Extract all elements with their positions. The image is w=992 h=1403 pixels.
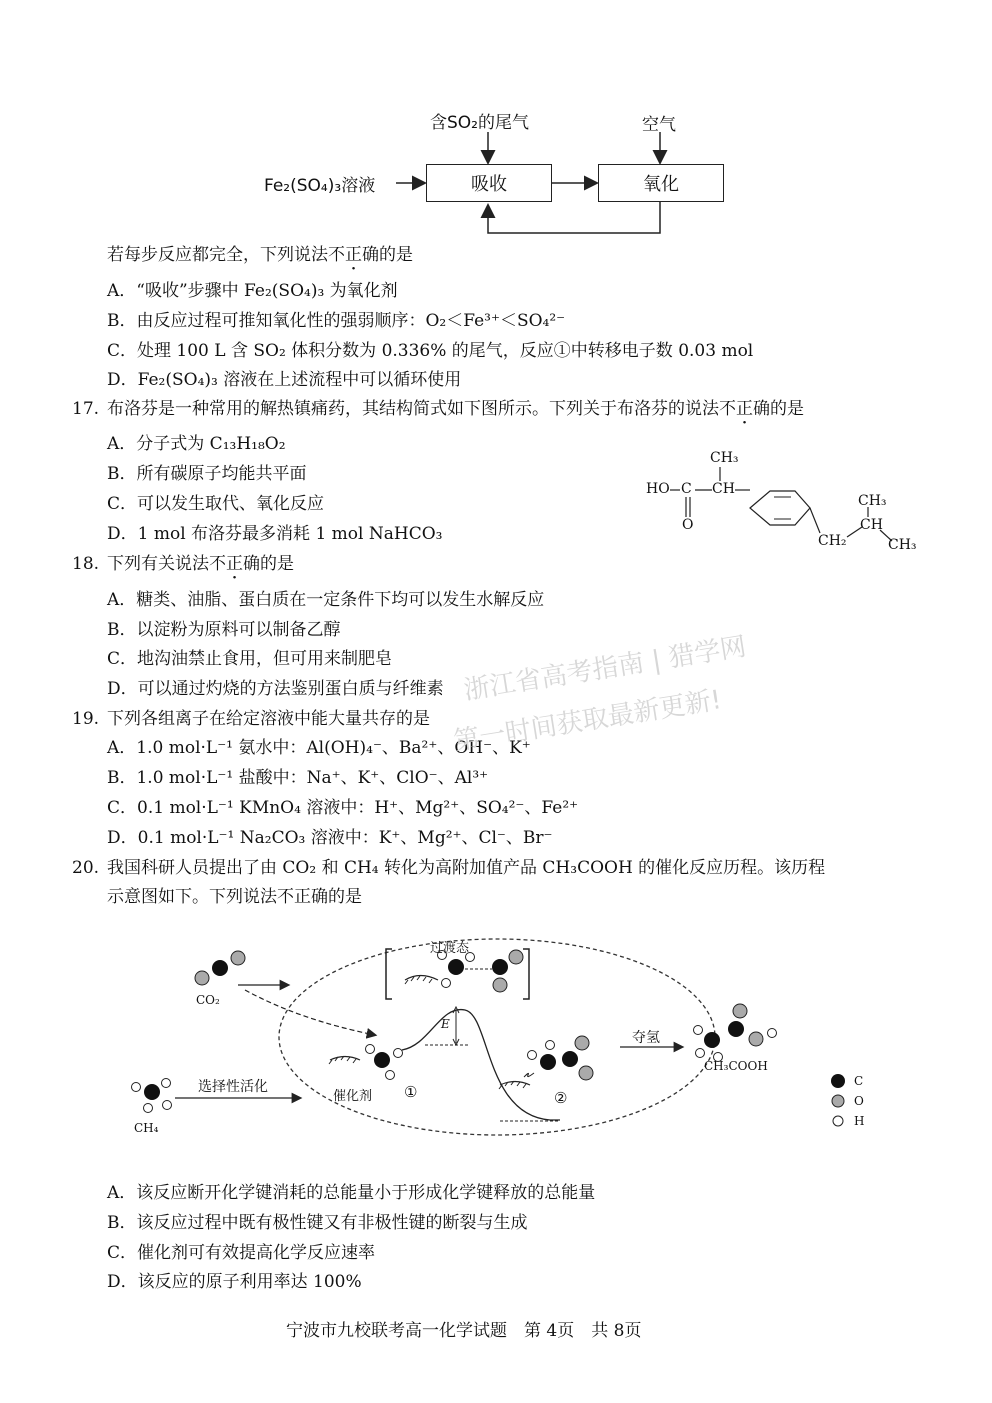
q16-stem-post: 的是 — [379, 245, 413, 265]
q17-option-b: B．所有碳原子均能共平面 — [107, 464, 307, 484]
q20-stem-line2: 示意图如下。下列说法不正确的是 — [107, 887, 362, 907]
flow-diagram — [258, 100, 738, 240]
q20-option-a: A．该反应断开化学键消耗的总能量小于形成化学键释放的总能量 — [107, 1183, 596, 1203]
q16-option-b: B．由反应过程可推知氧化性的强弱顺序：O₂＜Fe³⁺＜SO₄²⁻ — [107, 311, 566, 331]
activation-label: 选择性活化 — [198, 1079, 268, 1095]
q18-stem — [107, 553, 294, 575]
q16-stem — [107, 244, 413, 266]
dehydrogenation-label: 夺氢 — [632, 1030, 660, 1046]
catalyst-label: 催化剂 — [333, 1089, 373, 1104]
ibuprofen-ho: HO — [646, 481, 670, 497]
step2-label: ② — [554, 1089, 568, 1107]
q18-number: 18. — [72, 554, 100, 574]
ibuprofen-ch-iso: CH — [860, 517, 883, 533]
energy-e-label: E — [441, 1017, 450, 1031]
ibuprofen-ch2: CH₂ — [818, 533, 847, 549]
q19-stem: 下列各组离子在给定溶液中能大量共存的是 — [107, 709, 430, 729]
transition-state-label: 过渡态 — [430, 941, 470, 956]
q19-option-a: A．1.0 mol·L⁻¹ 氨水中：Al(OH)₄⁻、Ba²⁺、OH⁻、K⁺ — [107, 738, 531, 758]
q16-option-a: A．“吸收”步骤中 Fe₂(SO₄)₃ 为氧化剂 — [107, 281, 398, 301]
ibuprofen-ch3-iso-right: CH₃ — [888, 537, 917, 553]
q18-option-c: C．地沟油禁止食用，但可用来制肥皂 — [107, 649, 393, 669]
q17-stem-pre: 布洛芬是一种常用的解热镇痛药，其结构简式如下图所示。下列关于布洛芬的说法 — [107, 399, 719, 419]
mechanism-graphics — [120, 935, 880, 1150]
flow-input-label: Fe₂(SO₄)₃溶液 — [264, 176, 376, 196]
q17-stem-emphasis: 不正确 — [719, 399, 770, 419]
ibuprofen-ch3-top: CH₃ — [710, 450, 739, 466]
ibuprofen-ch: CH — [712, 481, 735, 497]
q17-stem-post: 的是 — [770, 399, 804, 419]
q17-stem — [107, 398, 804, 420]
q19-number: 19. — [72, 709, 100, 729]
q20-number: 20. — [72, 858, 100, 878]
legend-o-label: O — [854, 1094, 864, 1108]
legend-c-label: C — [854, 1074, 864, 1088]
q17-number: 17. — [72, 399, 100, 419]
ibuprofen-c: C — [681, 481, 692, 497]
q19-option-c: C．0.1 mol·L⁻¹ KMnO₄ 溶液中：H⁺、Mg²⁺、SO₄²⁻、Fe²⁺ — [107, 798, 579, 818]
co2-label: CO₂ — [196, 993, 220, 1007]
q18-option-b: B．以淀粉为原料可以制备乙醇 — [107, 620, 341, 640]
q18-stem-post: 的是 — [260, 554, 294, 574]
reaction-mechanism-diagram — [120, 935, 880, 1150]
page-footer: 宁波市九校联考高一化学试题 第 4页 共 8页 — [286, 1321, 642, 1341]
flow-box-absorb: 吸收 — [426, 164, 552, 202]
q19-option-b: B．1.0 mol·L⁻¹ 盐酸中：Na⁺、K⁺、ClO⁻、Al³⁺ — [107, 768, 489, 788]
product-label: CH₃COOH — [704, 1059, 768, 1073]
watermark-line2: 第一时间获取最新更新! — [451, 685, 724, 757]
ibuprofen-structure — [640, 445, 930, 555]
flow-box-oxidize: 氧化 — [598, 164, 724, 202]
q18-option-a: A．糖类、油脂、蛋白质在一定条件下均可以发生水解反应 — [107, 590, 545, 610]
q16-option-c: C．处理 100 L 含 SO₂ 体积分数为 0.336% 的尾气，反应①中转移电子数 0.03 mol — [107, 341, 754, 361]
legend-h-label: H — [854, 1114, 865, 1128]
watermark-line1: 浙江省高考指南 | 猎学网 — [461, 631, 749, 707]
q20-option-b: B．该反应过程中既有极性键又有非极性键的断裂与生成 — [107, 1213, 528, 1233]
q19-option-d: D．0.1 mol·L⁻¹ Na₂CO₃ 溶液中：K⁺、Mg²⁺、Cl⁻、Br⁻ — [107, 828, 553, 848]
q17-option-d: D．1 mol 布洛芬最多消耗 1 mol NaHCO₃ — [107, 524, 443, 544]
q17-option-a: A．分子式为 C₁₃H₁₈O₂ — [107, 434, 286, 454]
ibuprofen-o: O — [682, 517, 694, 533]
q17-option-c: C．可以发生取代、氧化反应 — [107, 494, 325, 514]
q20-option-c: C．催化剂可有效提高化学反应速率 — [107, 1243, 376, 1263]
ch4-label: CH₄ — [134, 1121, 159, 1135]
flow-so2-label: 含SO₂的尾气 — [430, 113, 529, 133]
q16-stem-emphasis: 不正确 — [328, 245, 379, 265]
q20-stem-line1: 我国科研人员提出了由 CO₂ 和 CH₄ 转化为高附加值产品 CH₃COOH 的催化反应历程。该历程 — [107, 858, 826, 878]
step1-label: ① — [404, 1083, 418, 1101]
ibuprofen-ch3-iso-top: CH₃ — [858, 493, 887, 509]
q20-option-d: D．该反应的原子利用率达 100% — [107, 1272, 362, 1292]
q18-stem-pre: 下列有关说法 — [107, 554, 209, 574]
q18-option-d: D．可以通过灼烧的方法鉴别蛋白质与纤维素 — [107, 679, 444, 699]
q16-option-d: D．Fe₂(SO₄)₃ 溶液在上述流程中可以循环使用 — [107, 370, 462, 390]
q16-stem-pre: 若每步反应都完全，下列说法 — [107, 245, 328, 265]
q18-stem-emphasis: 不正确 — [209, 554, 260, 574]
flow-air-label: 空气 — [642, 115, 676, 135]
